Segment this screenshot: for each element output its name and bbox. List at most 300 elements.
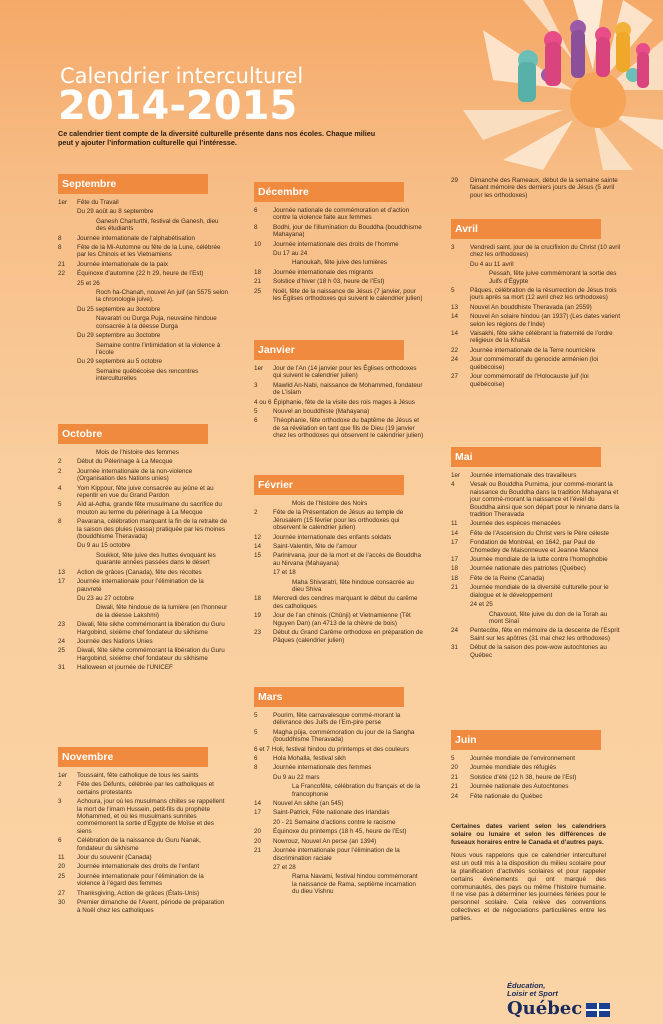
calendar-entry	[58, 244, 228, 259]
entry-date: 6	[58, 837, 62, 845]
entry-date	[451, 261, 470, 268]
entry-text: Du 29 septembre au 5 octobre	[77, 358, 163, 366]
calendar-entry	[451, 644, 621, 659]
calendar-entry	[58, 578, 228, 593]
entry-text: Du 9 au 15 octobre	[77, 542, 131, 550]
calendar-entry	[58, 890, 228, 897]
entry-text: Diwali, fête hindoue de la lumière (en l’honneur de la déesse Lakshmi)	[96, 604, 228, 619]
entry-text: Diwali, fête sikhe commémorant la libération du Guru Hargobind, sixième chef fondateur du sikhisme	[77, 647, 225, 662]
entry-date: 2	[58, 781, 62, 789]
entry-text: Du 25 septembre au 3octobre	[77, 305, 161, 313]
entry-date: 8	[58, 518, 62, 526]
entry-text: Hanoukah, fête juive des lumières	[292, 259, 387, 267]
entry-date: 22	[451, 346, 459, 354]
entry-date: 25	[58, 872, 66, 880]
column-2b	[254, 340, 424, 442]
header-title: 2014-2015	[58, 83, 298, 129]
entry-date	[254, 819, 273, 826]
intro-text: Ce calendrier tient compte de la diversité culturelle présente dans nos écoles. Chaque milieu peut y ajouter l’information culturelle qui l’intéresse.	[58, 129, 376, 147]
entry-text: 20 - 21 Semaine d’actions contre le racisme	[273, 818, 396, 826]
list-juin	[451, 755, 621, 800]
entry-date	[254, 569, 273, 576]
calendar-entry	[254, 382, 424, 397]
entry-date: 8	[58, 234, 62, 242]
entry-text: Parinirvana, jour de la mort et de l’accès de Bouddha au Nirvana (Mahayana)	[273, 552, 422, 567]
entry-text: Pourim, fête carnavalesque commé-morant la délivrance des Juifs de l’Em-pire perse	[273, 712, 401, 727]
entry-date: 14	[451, 330, 459, 338]
calendar-entry	[254, 774, 424, 781]
entry-date: 5	[254, 712, 258, 719]
entry-date	[58, 358, 77, 365]
entry-date: 1er	[451, 472, 461, 479]
calendar-entry	[451, 611, 621, 626]
calendar-entry	[451, 539, 621, 554]
entry-date: 14	[254, 543, 262, 551]
entry-date: 23	[58, 621, 66, 629]
entry-text: Ganesh Charturthi, festival de Ganesh, dieu des étudiants	[96, 217, 219, 233]
calendar-entry	[254, 729, 424, 744]
entry-date: 20	[451, 764, 459, 772]
entry-text: Journée nationale des patriotes (Québec)	[470, 565, 586, 573]
entry-date	[58, 315, 77, 330]
entry-text: Journée internationale des enfants soldats	[273, 533, 392, 541]
calendar-entry	[451, 244, 621, 259]
calendar-entry	[58, 468, 228, 483]
entry-text: Dimanche des Rameaux, début de la semaine sainte faisant mémoire des derniers jours de Jésus (5 avril pour les orthodoxes)	[470, 177, 618, 199]
entry-text: Nowrouz, Nouvel An perse (an 1394)	[273, 837, 377, 845]
calendar-entry	[58, 306, 228, 313]
calendar-entry	[254, 800, 424, 807]
calendar-entry	[58, 542, 228, 549]
entry-date: 22	[58, 270, 66, 278]
entry-date: 13	[58, 568, 66, 576]
entry-date: 21	[254, 278, 262, 286]
month-fevrier: Février	[254, 475, 404, 495]
entry-date: 6 et 7	[254, 745, 270, 753]
entry-text: Thanksgiving, Action de grâces (États-Unis)	[77, 889, 200, 897]
calendar-entry	[58, 235, 228, 242]
entry-text: Soukkot, fête juive des huttes évoquant les quarante années passées dans le désert	[96, 551, 216, 567]
entry-date: 15	[254, 552, 262, 560]
list-septembre	[58, 199, 228, 383]
calendar-entry	[451, 356, 621, 371]
entry-date	[451, 611, 470, 626]
column-2	[254, 182, 424, 304]
month-janvier: Janvier	[254, 340, 404, 360]
entry-date	[254, 579, 273, 594]
calendar-entry	[451, 793, 621, 800]
calendar-entry	[254, 838, 424, 845]
list-mars-end	[451, 177, 621, 199]
entry-date	[58, 218, 77, 233]
calendar-entry	[254, 809, 424, 816]
calendar-entry	[58, 873, 228, 888]
entry-date: 3	[254, 381, 258, 389]
entry-date: 19	[254, 612, 262, 620]
entry-date: 27	[451, 373, 459, 381]
entry-text: Semaine québécoise des rencontres interculturelles	[96, 367, 199, 383]
entry-date: 3	[451, 244, 455, 251]
list-janvier	[254, 365, 424, 440]
entry-date: 25	[58, 647, 66, 655]
entry-text: Journée nationale de commémoration et d’action contre la violence faite aux femmes	[273, 207, 410, 222]
entry-date: 1er	[58, 772, 68, 779]
calendar-entry	[58, 899, 228, 914]
calendar-entry	[58, 863, 228, 870]
entry-date: 1er	[58, 199, 68, 206]
calendar-entry	[451, 472, 621, 479]
entry-text: Journée mondiale de la diversité culturelle pour le dialogue et le développement	[470, 584, 609, 599]
entry-text: Semaine contre l’intimidation et la violence à l’école	[96, 341, 221, 356]
entry-date: 21	[254, 847, 262, 855]
entry-text: Mois de l’histoire des femmes	[96, 449, 179, 456]
calendar-entry	[451, 774, 621, 781]
entry-date: 18	[451, 565, 459, 573]
entry-date	[254, 873, 273, 895]
calendar-entry	[254, 259, 424, 266]
entry-date: 18	[254, 268, 262, 276]
entry-date: 2	[254, 509, 258, 517]
calendar-entry	[58, 270, 228, 277]
column-1	[58, 174, 228, 385]
calendar-entry	[58, 368, 228, 383]
entry-text: Journée mondiale de la lutte contre l’homophobie	[470, 556, 608, 564]
entry-date: 13	[451, 303, 459, 311]
entry-text: Journée nationale des Autochtones	[470, 783, 569, 791]
entry-text: Toussaint, fête catholique de tous les saints	[77, 772, 199, 779]
entry-text: Achoura, jour où les musulmans chiites se rappellent la mort de l’imam Hussein, petit-fils du prophète Mohammed, et où les musulmans sunnites commémorent la sortie d’Égypte de Moïse et des siens	[77, 798, 225, 835]
entry-text: Début du Pèlerinage à La Mecque	[77, 458, 173, 466]
column-3b	[451, 219, 621, 390]
calendar-entry	[254, 783, 424, 798]
entry-date: 18	[451, 574, 459, 582]
entry-date	[254, 500, 273, 507]
entry-text: Journée des espèces menacées	[470, 520, 561, 528]
entry-text: Du 23 au 27 octobre	[77, 594, 135, 602]
entry-date: 3	[58, 798, 62, 806]
calendar-entry	[254, 207, 424, 222]
calendar-entry	[451, 330, 621, 345]
entry-text: Jour du souvenir (Canada)	[77, 854, 152, 862]
entry-date	[451, 270, 470, 285]
calendar-entry	[254, 408, 424, 415]
calendar-entry	[58, 289, 228, 304]
entry-text: Jour commémoratif du génocide arménien (loi québécoise)	[470, 356, 599, 371]
month-avril: Avril	[451, 219, 601, 239]
entry-text: Journée internationale des migrants	[273, 268, 374, 276]
entry-date: 14	[451, 313, 459, 321]
column-2c	[254, 475, 424, 646]
entry-date	[254, 259, 273, 266]
calendar-entry	[451, 565, 621, 572]
entry-text: Nouvel an bouddhiste (Mahayana)	[273, 408, 370, 416]
entry-date: 25	[254, 287, 262, 295]
calendar-entry	[58, 485, 228, 500]
list-mars	[254, 712, 424, 896]
calendar-entry	[58, 358, 228, 365]
entry-date: 10	[254, 240, 262, 248]
note-dates: Certaines dates varient selon les calendriers solaire ou lunaire et selon les différences de fuseaux horaires entre le Canada et d’autres pays.	[451, 823, 606, 846]
calendar-entry	[58, 518, 228, 540]
calendar-entry	[451, 481, 621, 518]
entry-text: Hola Mohalla, festival sikh	[273, 755, 346, 763]
entry-date	[58, 604, 77, 619]
entry-text: Fête de la Reine (Canada)	[470, 574, 545, 582]
column-1b	[58, 424, 228, 674]
entry-text: Halloween et journée de l’UNICEF	[77, 664, 173, 672]
calendar-entry	[58, 501, 228, 516]
entry-date: 17	[58, 578, 66, 586]
calendar-entry	[58, 449, 228, 456]
calendar-entry	[58, 280, 228, 287]
calendar-entry	[254, 828, 424, 835]
entry-date	[58, 208, 77, 215]
list-octobre	[58, 449, 228, 672]
entry-text: Holi, festival hindou du printemps et des couleurs	[271, 745, 409, 753]
entry-text: Journée internationale de l’alphabétisation	[77, 234, 195, 242]
entry-text: Du 29 août au 8 septembre	[77, 208, 154, 216]
entry-text: Roch ha-Chanah, nouvel An juif (an 5575 selon la chronologie juive).	[96, 289, 228, 304]
calendar-entry	[254, 712, 424, 727]
calendar-entry	[254, 241, 424, 248]
calendar-entry	[58, 261, 228, 268]
calendar-entry	[254, 552, 424, 567]
entry-date: 5	[254, 408, 258, 416]
entry-date: 8	[254, 223, 258, 231]
entry-text: Équinoxe du printemps (18 h 45, heure de l’Est)	[273, 828, 407, 836]
entry-date: 11	[58, 854, 65, 862]
entry-text: Mercredi des cendres marquant le début du carême des catholiques	[273, 595, 418, 610]
calendar-entry	[451, 627, 621, 642]
entry-date: 5	[451, 755, 455, 762]
list-fevrier	[254, 500, 424, 644]
entry-text: Équinoxe d’automne (22 h 29, heure de l’Est)	[77, 270, 204, 278]
entry-text: Fête de la Présentation de Jésus au temple de Jérusalem (15 février pour les orthodoxes qui observent le calendrier julien)	[273, 509, 404, 532]
entry-text: Premier dimanche de l’Avent, période de préparation à Noël chez les catholiques	[77, 899, 225, 914]
month-octobre: Octobre	[58, 424, 208, 444]
calendar-entry	[254, 864, 424, 871]
entry-date: 5	[254, 728, 258, 736]
entry-date	[58, 342, 77, 357]
logo-line2: Loisir et Sport	[507, 989, 558, 998]
entry-text: Journée internationale des droits de l’homme	[273, 240, 399, 248]
calendar-entry	[58, 569, 228, 576]
entry-date: 6	[254, 755, 258, 763]
entry-text: Yom Kippour, fête juive consacrée au jeûne et au repentir en vue du Grand Pardon	[77, 484, 214, 500]
entry-date: 21	[451, 783, 459, 791]
entry-text: Fondation de Montréal, en 1642, par Paul de Chomedey de Maisonneuve et Jeanne Mance	[470, 539, 599, 554]
entry-date: 20	[254, 837, 262, 845]
calendar-entry	[254, 629, 424, 644]
entry-text: Début de la saison des pow-wow autochtones au Québec	[470, 644, 607, 659]
entry-text: Vesak ou Bouddha Purnima, jour commé-morant la naissance du Bouddha dans la tradition Mahayana et jour commé-morant la naissance et l’éveil du Bouddha ainsi que son départ pour le nirvana dans la tradition Theravada	[470, 481, 620, 519]
entry-date: 17	[451, 539, 459, 547]
entry-date	[254, 783, 273, 798]
entry-date: 18	[254, 595, 262, 603]
entry-date: 20	[254, 828, 262, 836]
entry-date: 1er	[254, 365, 264, 372]
calendar-entry	[451, 304, 621, 311]
entry-text: Rama Navami, festival hindou commémorant la naissance de Rama, septième incarnation du dieu Vishnu	[292, 873, 418, 896]
entry-text: Fête nationale du Québec	[470, 792, 543, 800]
entry-text: Pentecôte, fête en mémoire de la descente de l’Esprit Saint sur les apôtres (31 mai chez les orthodoxes)	[470, 627, 620, 642]
calendar-entry	[254, 278, 424, 285]
calendar-entry	[451, 177, 621, 199]
entry-text: Solstice d’été (12 h 38, heure de l’Est)	[470, 773, 577, 781]
entry-text: Journée mondiale de l’environnement	[470, 755, 576, 762]
entry-date: 5	[58, 501, 62, 509]
entry-text: Navaratri ou Durga Puja, neuvaine hindoue consacrée à la déesse Durga	[96, 315, 217, 330]
calendar-entry	[58, 315, 228, 330]
entry-date	[58, 332, 77, 339]
entry-text: Fête de la Mi-Automne ou fête de la Lune, célébrée par les Chinois et les Vietnamiens	[77, 244, 221, 259]
entry-text: Bodhi, jour de l’illumination du Bouddha (bouddhisme Mahayana)	[273, 223, 422, 239]
quebec-logo	[507, 982, 617, 1019]
month-juin: Juin	[451, 730, 601, 750]
entry-date: 24	[58, 637, 66, 645]
entry-text: Du 9 au 22 mars	[273, 773, 320, 781]
calendar-entry	[451, 373, 621, 388]
entry-date: 21	[451, 773, 459, 781]
entry-date: 12	[254, 533, 262, 541]
entry-text: Journée internationale des travailleurs	[470, 472, 577, 479]
calendar-entry	[254, 399, 424, 406]
entry-text: Célébration de la naissance du Guru Nanak, fondateur du sikhisme	[77, 837, 201, 852]
entry-date: 23	[254, 629, 262, 637]
entry-date: 29	[451, 177, 459, 184]
entry-text: Maha Shivaratri, fête hindoue consacrée au dieu Shiva	[292, 578, 414, 594]
calendar-entry	[254, 612, 424, 627]
calendar-entry	[254, 819, 424, 826]
entry-text: Solstice d’hiver (18 h 03, heure de l’Est)	[273, 278, 385, 286]
entry-date: 14	[254, 800, 262, 808]
entry-date: 4	[451, 481, 455, 489]
entry-text: Journée des Nations Unies	[77, 637, 153, 645]
entry-text: Journée internationale des droits de l’enfant	[77, 863, 200, 871]
entry-text: Nouvel An bouddhiste Theravada (an 2559)	[470, 303, 592, 311]
calendar-entry	[58, 552, 228, 567]
entry-date	[58, 449, 77, 456]
entry-text: Fête de l’Ascension du Christ vers le Père céleste	[470, 529, 609, 537]
calendar-entry	[254, 764, 424, 771]
calendar-entry	[254, 746, 424, 753]
calendar-entry	[451, 601, 621, 608]
entry-date: 27	[58, 889, 66, 897]
entry-text: Aïd al-Adha, grande fête musulmane du sacrifice du mouton au terme du pèlerinage à La Mecque	[77, 501, 222, 516]
calendar-entry	[58, 854, 228, 861]
fleurdelise-flag-icon	[586, 1003, 610, 1017]
entry-date	[58, 542, 77, 549]
calendar-entry	[254, 250, 424, 257]
entry-date: 31	[451, 644, 459, 652]
calendar-entry	[254, 847, 424, 862]
entry-text: Pessah, fête juive commémorant la sortie des Juifs d’Égypte	[489, 270, 617, 285]
entry-text: Journée internationale de la paix	[77, 260, 169, 268]
calendar-entry	[58, 218, 228, 233]
entry-date: 6	[254, 207, 258, 214]
calendar-entry	[58, 332, 228, 339]
entry-date: 11	[451, 520, 458, 528]
calendar-entry	[451, 755, 621, 762]
calendar-entry	[451, 313, 621, 328]
entry-text: Vendredi saint, jour de la crucifixion du Christ (10 avril chez les orthodoxes)	[470, 244, 621, 259]
calendar-entry	[254, 224, 424, 239]
calendar-entry	[451, 287, 621, 302]
entry-date: 2	[58, 458, 62, 466]
entry-date: 20	[58, 863, 66, 871]
entry-text: Jour de l’An (14 janvier pour les Églises orthodoxes qui suivent le calendrier julien)	[273, 365, 417, 380]
entry-date	[58, 306, 77, 313]
entry-text: Journée mondiale des réfugiés	[470, 764, 557, 772]
month-novembre: Novembre	[58, 747, 208, 767]
calendar-entry	[451, 270, 621, 285]
entry-text: Journée internationale des femmes	[273, 764, 372, 772]
entry-text: Jour commémoratif de l’Holocauste juif (loi québécoise)	[470, 373, 589, 388]
list-mai	[451, 472, 621, 659]
entry-date: 24	[451, 627, 459, 635]
calendar-entry	[58, 837, 228, 852]
month-mai: Mai	[451, 447, 601, 467]
month-mars: Mars	[254, 687, 404, 707]
list-novembre	[58, 772, 228, 914]
month-septembre: Septembre	[58, 174, 208, 194]
calendar-entry	[254, 509, 424, 531]
list-decembre	[254, 207, 424, 302]
entry-text: Journée internationale pour l’élimination de la violence à l’égard des femmes	[77, 872, 204, 888]
entry-date: 24	[451, 356, 459, 364]
entry-text: Pavarana, célébration marquant la fin de la retraite de la saison des pluies (vassa) pratiquée par les moines (bouddhisme Theravada)	[77, 518, 228, 541]
entry-text: Noël, fête de la naissance de Jésus (7 janvier, pour les Églises orthodoxes qui suivent le calendrier julien)	[273, 287, 423, 303]
calendar-entry	[254, 269, 424, 276]
entry-text: 25 et 26	[77, 279, 100, 287]
entry-date: 17	[451, 556, 459, 564]
entry-text: Journée internationale de la Terre nourricière	[470, 346, 596, 354]
notes	[451, 823, 606, 929]
calendar-entry	[254, 873, 424, 895]
calendar-entry	[451, 520, 621, 527]
entry-date	[58, 280, 77, 287]
entry-text: Magha pûja, commémoration du jour de la Sangha (bouddhisme Theravada)	[273, 728, 415, 744]
entry-date: 17	[254, 809, 262, 817]
entry-text: Du 29 septembre au 3octobre	[77, 332, 161, 340]
calendar-entry	[58, 342, 228, 357]
column-3d	[451, 730, 621, 802]
entry-text: 24 et 25	[470, 601, 493, 609]
entry-text: Journée internationale de la non-violence (Organisation des Nations unies)	[77, 467, 193, 483]
calendar-entry	[451, 575, 621, 582]
entry-date: 21	[58, 260, 66, 268]
entry-text: Du 17 au 24	[273, 250, 308, 258]
calendar-entry	[254, 534, 424, 541]
entry-text: Saint-Patrick, Fête nationale des Irlandais	[273, 809, 390, 817]
calendar-entry	[254, 365, 424, 380]
calendar-entry	[58, 647, 228, 662]
entry-date	[451, 601, 470, 608]
entry-text: 27 et 28	[273, 863, 296, 871]
entry-text: Fête des Défunts, célébrée par les catholiques et certains protestants	[77, 781, 214, 796]
entry-text: Pâques, célébration de la résurrection de Jésus trois jours après sa mort (12 avril chez les orthodoxes)	[470, 287, 617, 302]
entry-text: Mois de l’histoire des Noirs	[292, 500, 368, 507]
entry-date	[58, 289, 77, 304]
entry-date: 4	[58, 484, 62, 492]
entry-date: 4 ou 6	[254, 398, 272, 406]
entry-text: Début du Grand Carême orthodoxe en préparation de Pâques (calendrier julien)	[273, 629, 423, 644]
calendar-entry	[254, 579, 424, 594]
calendar-entry	[451, 584, 621, 599]
entry-date: 24	[451, 792, 459, 800]
entry-text: Vaisakhi, fête sikhe célébrant la fraternité de l’ordre religieux de la Khalsa	[470, 330, 613, 345]
entry-text: 17 et 18	[273, 569, 296, 577]
